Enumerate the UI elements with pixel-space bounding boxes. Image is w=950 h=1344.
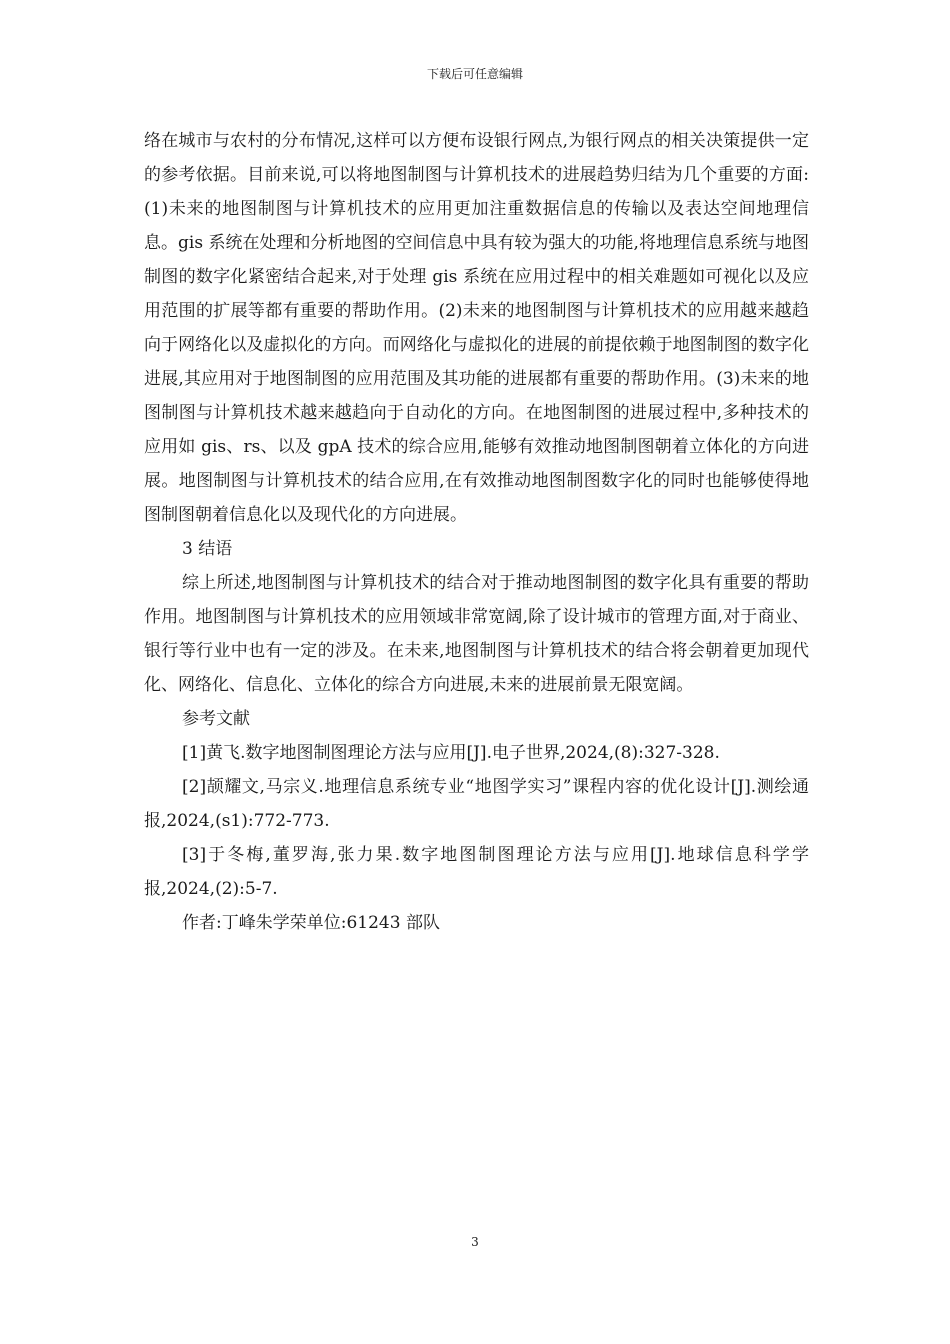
references-heading: 参考文献 <box>182 709 250 729</box>
conclusion-paragraph: 综上所述,地图制图与计算机技术的结合对于推动地图制图的数字化具有重要的帮助作用。地图制图与计算机技术的应用领域非常宽阔,除了设计城市的管理方面,对于商业、银行等行业中也有一定的涉及。在未来,地图制图与计算机技术的结合将会朝着更加现代化、网络化、信息化、立体化的综合方向进展,未来的进展前景无限宽阔。 <box>144 573 809 695</box>
reference-item-1: [1]黄飞.数字地图制图理论方法与应用[J].电子世界,2024,(8):327-328. <box>182 743 720 763</box>
body-paragraph: 络在城市与农村的分布情况,这样可以方便布设银行网点,为银行网点的相关决策提供一定的参考依据。目前来说,可以将地图制图与计算机技术的进展趋势归结为几个重要的方面:(1)未来的地图制图与计算机技术的应用更加注重数据信息的传输以及表达空间地理信息。gis 系统在处理和分析地图的空间信息中具有较为强大的功能,将地理信息系统与地图制图的数字化紧密结合起来,对于处理 gis 系统在应用过程中的相关难题如可视化以及应用范围的扩展等都有重要的帮助作用。(2)未来的地图制图与计算机技术的应用越来越趋向于网络化以及虚拟化的方向。而网络化与虚拟化的进展的前提依赖于地图制图的数字化进展,其应用对于地图制图的应用范围及其功能的进展都有重要的帮助作用。(3)未来的地图制图与计算机技术越来越趋向于自动化的方向。在地图制图的进展过程中,多种技术的应用如 gis、rs、以及 gpA 技术的综合应用,能够有效推动地图制图朝着立体化的方向进展。地图制图与计算机技术的结合应用,在有效推动地图制图数字化的同时也能够使得地图制图朝着信息化以及现代化的方向进展。 <box>144 131 809 525</box>
author-info: 作者:丁峰朱学荣单位:61243 部队 <box>182 913 440 933</box>
page-number: 3 <box>471 1235 479 1249</box>
reference-item-3: [3]于冬梅,董罗海,张力果.数字地图制图理论方法与应用[J].地球信息科学学报,2024,(2):5-7. <box>144 845 809 899</box>
section-heading-conclusion: 3 结语 <box>182 539 233 559</box>
document-body <box>144 124 809 940</box>
reference-item-2: [2]颉耀文,马宗义.地理信息系统专业“地图学实习”课程内容的优化设计[J].测绘通报,2024,(s1):772-773. <box>144 777 809 831</box>
page-header: 下载后可任意编辑 <box>426 67 523 81</box>
